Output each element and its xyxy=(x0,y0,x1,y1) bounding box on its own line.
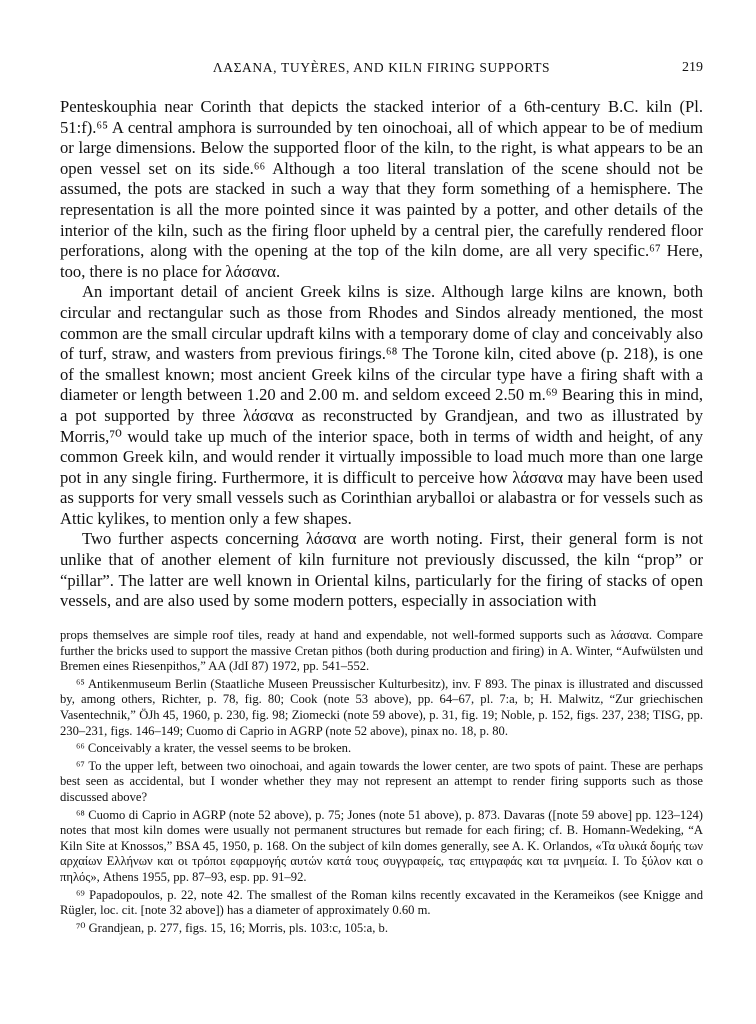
footnote: ⁶⁶ Conceivably a krater, the vessel seems to be broken. xyxy=(76,741,352,756)
body-text xyxy=(60,97,703,612)
page-number: 219 xyxy=(682,60,703,75)
footnote: ⁶⁵ Antikenmuseum Berlin (Staatliche Museen Preussischer Kulturbesitz), inv. F 893. The pinax is illustrated and discussed by, among others, Richter, p. 78, fig. 80; Cook (note 53 above), pp. 64–67, pl. 7:a, b; H. Malwitz, “Zur griechischen Vasentechnik,” ÖJh 45, 1960, p. 230, fig. 98; Ziomecki (note 59 above), p. 31, fig. 19; Noble, p. 152, figs. 237, 238; TISG, pp. 230–231, figs. 146–149; Cuomo di Caprio in AGRP (note 52 above), pinax no. 18, p. 80. xyxy=(60,676,703,738)
running-title: ΛΑΣΑΝΑ, TUYÈRES, AND KILN FIRING SUPPORTS xyxy=(212,60,551,75)
body-paragraph: Two further aspects concerning λάσανα are worth noting. First, their general form is not unlike that of another element of kiln furniture not previously discussed, the kiln “prop” or “pillar”. The latter are well known in Oriental kilns, particularly for the firing of stacks of open vessels, and are also used by some modern potters, especially in association with xyxy=(60,529,703,611)
footnotes xyxy=(60,628,703,936)
footnote-continuation: props themselves are simple roof tiles, ready at hand and expendable, not well-formed supports such as λάσανα. Compare further the bricks used to support the massive Cretan pithos (both during production and firing) in A. Winter, “Aufwülsten und Bremen eines Riesenpithos,” AA (JdI 87) 1972, pp. 541–552. xyxy=(60,628,703,674)
page-header xyxy=(60,60,703,80)
footnote: ⁶⁸ Cuomo di Caprio in AGRP (note 52 above), p. 75; Jones (note 51 above), p. 873. Davaras ([note 59 above] pp. 123–124) notes that most kiln domes were usually not permanent structures but remade for each firing; cf. B. Homann-Wedeking, “A Kiln Site at Knossos,” BSA 45, 1950, p. 168. On the subject of kiln domes generally, see A. K. Orlandos, «Τα υλικά δομής των αρχαίων Ελλήνων και οι τρόποι εφαρμογής αυτών κατά τους συγγραφείς, τας επιγραφάς και τα μνημεία. I. Το ξύλον και ο πηλός», Athens 1955, pp. 87–93, esp. pp. 91–92. xyxy=(60,807,703,884)
body-paragraph: Penteskouphia near Corinth that depicts the stacked interior of a 6th-century B.C. kiln (Pl. 51:f).⁶⁵ A central amphora is surrounded by ten oinochoai, all of which appear to be of medium or large dimensions. Below the supported floor of the kiln, to the right, is what appears to be an open vessel set on its side.⁶⁶ Although a too literal translation of the scene should not be assumed, the pots are stacked in such a way that they form something of a hemisphere. The representation is all the more pointed since it was painted by a potter, and other details of the interior of the kiln, such as the firing floor upheld by a central pier, the carefully rendered floor perforations, along with the opening at the top of the kiln dome, are all very specific.⁶⁷ Here, too, there is no place for λάσανα. xyxy=(60,97,703,281)
footnote: ⁷⁰ Grandjean, p. 277, figs. 15, 16; Morris, pls. 103:c, 105:a, b. xyxy=(76,920,389,935)
footnote: ⁶⁹ Papadopoulos, p. 22, note 42. The smallest of the Roman kilns recently excavated in the Kerameikos (see Knigge and Rügler, loc. cit. [note 32 above]) has a diameter of approximately 0.60 m. xyxy=(60,887,703,918)
body-paragraph: An important detail of ancient Greek kilns is size. Although large kilns are known, both circular and rectangular such as those from Rhodes and Sindos already mentioned, the most common are the small circular updraft kilns with a temporary dome of clay and conceivably also of turf, straw, and wasters from previous firings.⁶⁸ The Torone kiln, cited above (p. 218), is one of the smallest known; most ancient Greek kilns of the circular type have a firing shaft with a diameter or length between 1.20 and 2.00 m. and seldom exceed 2.50 m.⁶⁹ Bearing this in mind, a pot supported by three λάσανα as reconstructed by Grandjean, and two as illustrated by Morris,⁷⁰ would take up much of the interior space, both in terms of width and height, of any common Greek kiln, and would render it virtually impossible to load much more than one large pot in any single firing. Furthermore, it is difficult to perceive how λάσανα may have been used as supports for very small vessels such as Corinthian aryballoi or alabastra or for vessels such as Attic kylikes, to mention only a few shapes. xyxy=(60,282,703,528)
footnote: ⁶⁷ To the upper left, between two oinochoai, and again towards the lower center, are two spots of paint. These are perhaps best seen as accidental, but I wonder whether they may not represent an attempt to render firing supports such as those discussed above? xyxy=(60,758,703,804)
